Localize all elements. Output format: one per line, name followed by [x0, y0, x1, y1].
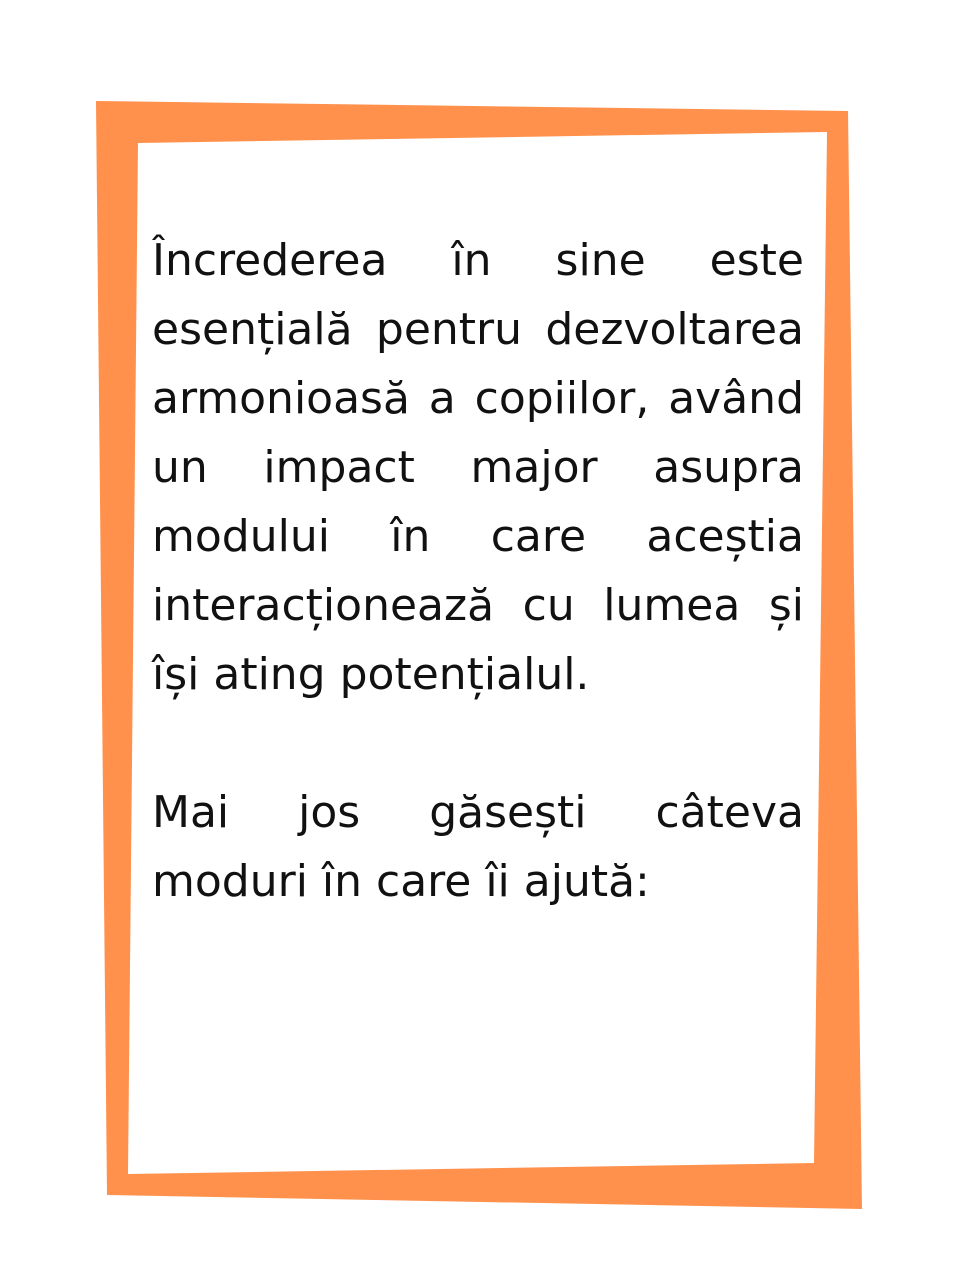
text-content: [152, 226, 804, 916]
lead-paragraph: Mai jos găsești câteva moduri în care îi ajută:: [152, 787, 804, 907]
intro-paragraph: Încrederea în sine este esențială pentru dezvoltarea armonioasă a copiilor, având un impact major asupra modului în care aceștia interacționează cu lumea și își ating potențialul.: [152, 235, 804, 700]
